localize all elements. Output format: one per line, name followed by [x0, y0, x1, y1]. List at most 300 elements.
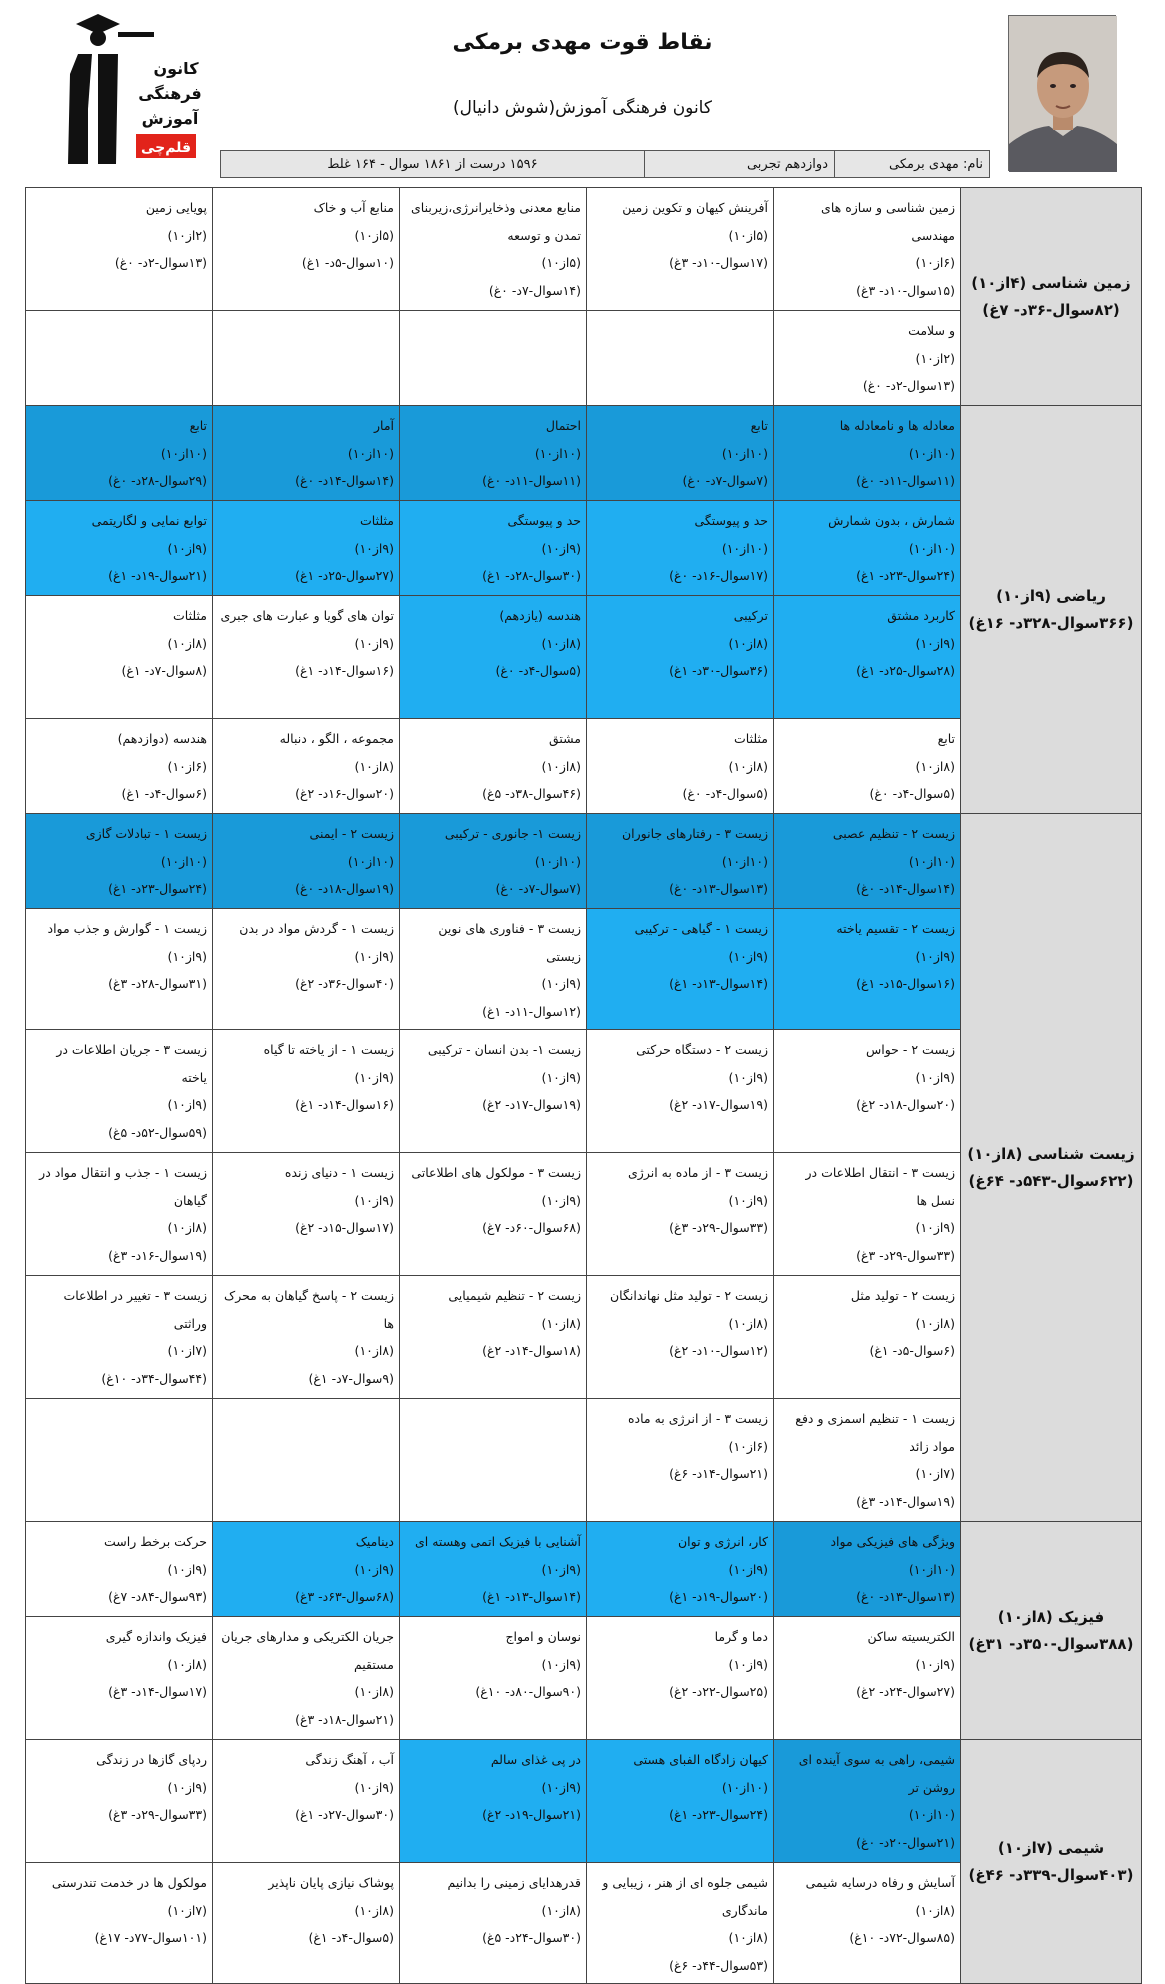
- topic-cell: [587, 1863, 774, 1984]
- topic-cell: [26, 501, 213, 596]
- topic-cell: [26, 1522, 213, 1617]
- topic-score: (۹از۱۰): [541, 1656, 581, 1672]
- topic-stats: (۵۹سوال-۵۲د- ۵غ): [108, 1124, 207, 1140]
- topic-score: (۹از۱۰): [354, 635, 394, 651]
- topic-stats: (۲۴سوال-۲۳د- ۱غ): [108, 881, 207, 896]
- topic-cell: [400, 1522, 587, 1617]
- topic-title: کیهان زادگاه الفبای هستی: [633, 1752, 768, 1767]
- topic-title: زیست ۱ - تنظیم اسمزی و دفع مواد زائد: [795, 1411, 955, 1454]
- student-name: نام: مهدی برمکی: [834, 151, 989, 177]
- topic-stats: (۵سوال-۴د- ۰غ): [495, 663, 581, 678]
- topic-title: آمار: [373, 418, 394, 433]
- topic-score: (۹از۱۰): [354, 1779, 394, 1795]
- topic-title: آفرینش کیهان و تکوین زمین: [622, 200, 768, 215]
- topic-score: (۹از۱۰): [167, 948, 207, 964]
- topic-title: حد و پیوستگی: [694, 513, 768, 528]
- topic-stats: (۸۵سوال-۷۲د- ۱۰غ): [849, 1930, 955, 1945]
- topic-cell: [26, 188, 213, 311]
- topic-cell: [587, 501, 774, 596]
- topic-score: (۲از۱۰): [167, 227, 207, 243]
- strengths-table: [25, 187, 1142, 1984]
- topic-title: توابع نمایی و لگاریتمی: [91, 513, 207, 528]
- topic-score: (۹از۱۰): [541, 976, 581, 991]
- topic-stats: (۲۵سوال-۲۲د- ۲غ): [669, 1684, 768, 1699]
- topic-title: تابع: [750, 418, 768, 433]
- topic-cell: [26, 1276, 213, 1399]
- topic-stats: (۹۰سوال-۸۰د- ۱۰غ): [475, 1684, 581, 1699]
- topic-cell: [587, 596, 774, 719]
- topic-cell: [400, 719, 587, 814]
- topic-stats: (۳۰سوال-۲۸د- ۱غ): [482, 568, 581, 583]
- topic-cell: [213, 311, 400, 406]
- topic-score: (۹از۱۰): [728, 1192, 768, 1208]
- topic-cell: [213, 406, 400, 501]
- topic-stats: (۲۰سوال-۱۶د- ۲غ): [295, 786, 394, 801]
- topic-score: (۹از۱۰): [354, 1192, 394, 1208]
- topic-score: (۱۰از۱۰): [908, 853, 955, 869]
- topic-title: ویژگی های فیزیکی مواد: [830, 1534, 955, 1549]
- topic-stats: (۱۱سوال-۱۱د- ۰غ): [856, 473, 955, 488]
- topic-stats: (۲۱سوال-۱۹د- ۲غ): [482, 1807, 581, 1822]
- topic-stats: (۳۰سوال-۲۴د- ۵غ): [482, 1930, 581, 1945]
- topic-score: (۹از۱۰): [728, 1069, 768, 1085]
- topic-score: (۹از۱۰): [728, 1656, 768, 1672]
- topic-stats: (۱۶سوال-۱۴د- ۱غ): [295, 663, 394, 678]
- topic-stats: (۶سوال-۵د- ۱غ): [869, 1343, 955, 1358]
- table-row: [26, 814, 1142, 909]
- topic-stats: (۲۸سوال-۲۵د- ۱غ): [856, 663, 955, 678]
- topic-stats: (۷سوال-۷د- ۰غ): [682, 473, 768, 488]
- topic-title: شیمی، راهی به سوی آینده ای روشن تر: [798, 1752, 955, 1795]
- topic-score: (۹از۱۰): [167, 1561, 207, 1577]
- topic-score: (۶از۱۰): [915, 255, 955, 270]
- topic-title: هندسه (دوازدهم): [117, 731, 207, 746]
- topic-cell: [26, 596, 213, 719]
- topic-score: (۹از۱۰): [354, 1069, 394, 1085]
- topic-cell: [774, 501, 961, 596]
- topic-score: (۶از۱۰): [167, 758, 207, 774]
- topic-score: (۹از۱۰): [728, 1561, 768, 1577]
- topic-cell: [400, 1399, 587, 1522]
- subject-cell: شیمی (۷از۱۰) (۴۰۳سوال-۳۳۹د- ۴۶غ): [961, 1740, 1142, 1984]
- table-row: [26, 1740, 1142, 1863]
- kanoon-logo: [58, 14, 208, 174]
- topic-stats: (۵سوال-۴د- ۰غ): [869, 786, 955, 801]
- topic-stats: (۲۱سوال-۲۰د- ۰غ): [856, 1834, 955, 1850]
- topic-cell: [587, 188, 774, 311]
- topic-cell: [587, 1030, 774, 1153]
- topic-stats: (۱۱سوال-۱۱د- ۰غ): [482, 473, 581, 488]
- subject-cell: زیست شناسی (۸از۱۰) (۶۲۲سوال-۵۴۳د- ۶۴غ): [961, 814, 1142, 1522]
- topic-stats: (۲۴سوال-۲۳د- ۱غ): [856, 568, 955, 583]
- topic-stats: (۴۰سوال-۳۶د- ۲غ): [295, 976, 394, 991]
- topic-stats: (۵سوال-۴د- ۰غ): [682, 786, 768, 801]
- topic-stats: (۳۳سوال-۲۹د- ۳غ): [669, 1220, 768, 1235]
- topic-stats: (۵سوال-۴د- ۱غ): [308, 1930, 394, 1945]
- topic-score: (۸از۱۰): [915, 758, 955, 774]
- topic-stats: (۲۷سوال-۲۴د- ۲غ): [856, 1684, 955, 1699]
- topic-stats: (۱۴سوال-۱۴د- ۰غ): [295, 473, 394, 488]
- topic-title: زیست ۳ - جریان اطلاعات در یاخته: [56, 1042, 207, 1085]
- topic-score: (۹از۱۰): [915, 1069, 955, 1085]
- topic-score: (۲از۱۰): [915, 350, 955, 366]
- topic-score: (۹از۱۰): [354, 948, 394, 964]
- topic-cell: [26, 311, 213, 406]
- topic-stats: (۱۹سوال-۱۷د- ۲غ): [669, 1097, 768, 1112]
- topic-score: (۱۰از۱۰): [908, 540, 955, 556]
- topic-title: زیست ۳ - از ماده به انرژی: [628, 1165, 768, 1180]
- topic-cell: [774, 1276, 961, 1399]
- topic-stats: (۱۳سوال-۱۳د- ۰غ): [669, 881, 768, 896]
- topic-score: (۶از۱۰): [728, 1438, 768, 1454]
- topic-stats: (۱۶سوال-۱۴د- ۱غ): [295, 1097, 394, 1112]
- topic-cell: [213, 1030, 400, 1153]
- topic-cell: [400, 501, 587, 596]
- topic-score: (۸از۱۰): [728, 758, 768, 774]
- topic-score: (۹از۱۰): [541, 1561, 581, 1577]
- topic-score: (۸از۱۰): [541, 635, 581, 651]
- topic-cell: [400, 1617, 587, 1740]
- topic-cell: [774, 406, 961, 501]
- topic-score: (۱۰از۱۰): [160, 853, 207, 869]
- topic-cell: [400, 406, 587, 501]
- topic-title: زیست ۲ - حواس: [865, 1042, 955, 1057]
- topic-title: زیست ۳ - رفتارهای جانوران: [621, 826, 768, 841]
- topic-cell: [774, 1740, 961, 1863]
- table-row: [26, 1522, 1142, 1617]
- topic-title: الکتریسیته ساکن: [867, 1629, 955, 1644]
- topic-score: (۱۰از۱۰): [534, 853, 581, 869]
- topic-score: (۸از۱۰): [354, 1684, 394, 1699]
- topic-title: مشتق: [548, 731, 581, 746]
- topic-stats: (۱۴سوال-۱۳د- ۱غ): [669, 976, 768, 991]
- topic-cell: [587, 1153, 774, 1276]
- topic-title: منابع معدنی وذخایرانرژی،زیربنای تمدن و توسعه: [410, 200, 581, 243]
- topic-stats: (۲۱سوال-۱۹د- ۱غ): [108, 568, 207, 583]
- topic-score: (۸از۱۰): [167, 635, 207, 651]
- subject-cell: ریاضی (۹از۱۰) (۳۶۶سوال-۳۲۸د- ۱۶غ): [961, 406, 1142, 814]
- topic-cell: [213, 596, 400, 719]
- topic-cell: [587, 1740, 774, 1863]
- topic-stats: (۳۰سوال-۲۷د- ۱غ): [295, 1807, 394, 1822]
- topic-stats: (۲۷سوال-۲۵د- ۱غ): [295, 568, 394, 583]
- topic-title: آسایش و رفاه درسایه شیمی: [805, 1875, 955, 1890]
- topic-cell: [587, 311, 774, 406]
- topic-cell: [774, 1399, 961, 1522]
- topic-title: مولکول ها در خدمت تندرستی: [51, 1875, 207, 1890]
- topic-stats: (۳۶سوال-۳۰د- ۱غ): [669, 663, 768, 678]
- topic-cell: [774, 188, 961, 311]
- topic-score: (۹از۱۰): [915, 1220, 955, 1235]
- topic-stats: (۲۱سوال-۱۸د- ۳غ): [295, 1711, 394, 1727]
- student-photo: [1008, 15, 1116, 171]
- topic-score: (۹از۱۰): [541, 1069, 581, 1085]
- topic-title: زیست ۳ - مولکول های اطلاعاتی: [411, 1165, 581, 1180]
- topic-cell: [400, 814, 587, 909]
- topic-cell: [26, 909, 213, 1030]
- topic-score: (۸از۱۰): [541, 758, 581, 774]
- topic-score: (۸از۱۰): [541, 1902, 581, 1918]
- topic-stats: (۶۸سوال-۶۰د- ۷غ): [482, 1220, 581, 1235]
- topic-title: نوسان و امواج: [505, 1629, 581, 1644]
- topic-stats: (۹سوال-۷د- ۱غ): [308, 1370, 394, 1386]
- topic-title: زیست ۳ - انتقال اطلاعات در نسل ها: [805, 1165, 955, 1208]
- topic-title: زیست ۱ - گوارش و جذب مواد: [47, 921, 207, 936]
- topic-stats: (۱۵سوال-۱۰د- ۳غ): [856, 282, 955, 298]
- topic-title: زیست ۲ - تنظیم عصبی: [832, 826, 955, 841]
- topic-stats: (۱۰سوال-۵د- ۱غ): [301, 255, 394, 270]
- topic-score: (۸از۱۰): [354, 1343, 394, 1358]
- topic-title: زیست ۱- بدن انسان - ترکیبی: [427, 1042, 581, 1057]
- topic-stats: (۱۷سوال-۱۵د- ۲غ): [295, 1220, 394, 1235]
- topic-stats: (۷سوال-۷د- ۰غ): [495, 881, 581, 896]
- topic-score: (۸از۱۰): [728, 1930, 768, 1945]
- topic-title: زیست ۲ - پاسخ گیاهان به محرک ها: [224, 1288, 394, 1331]
- topic-cell: [213, 719, 400, 814]
- topic-score: (۹از۱۰): [167, 1097, 207, 1112]
- overall-stats: ۱۵۹۶ درست از ۱۸۶۱ سوال - ۱۶۴ غلط: [327, 156, 538, 172]
- topic-cell: [26, 1617, 213, 1740]
- topic-stats: (۶سوال-۴د- ۱غ): [121, 786, 207, 801]
- topic-cell: [774, 909, 961, 1030]
- topic-title: زیست ۱ - دنیای زنده: [284, 1165, 394, 1180]
- topic-score: (۱۰از۱۰): [908, 1561, 955, 1577]
- topic-cell: [213, 501, 400, 596]
- topic-title: ترکیبی: [733, 608, 768, 623]
- topic-cell: [400, 1863, 587, 1984]
- topic-stats: (۲۰سوال-۱۹د- ۱غ): [669, 1589, 768, 1604]
- topic-cell: [587, 406, 774, 501]
- topic-title: زیست ۱ - گردش مواد در بدن: [239, 921, 394, 936]
- topic-cell: [213, 909, 400, 1030]
- topic-cell: [26, 1863, 213, 1984]
- topic-cell: [400, 909, 587, 1030]
- topic-cell: [26, 1740, 213, 1863]
- topic-cell: [587, 719, 774, 814]
- topic-score: (۸از۱۰): [354, 1902, 394, 1918]
- topic-stats: (۱۹سوال-۱۴د- ۳غ): [856, 1493, 955, 1509]
- topic-cell: [400, 1740, 587, 1863]
- topic-title: پوشاک نیازی پایان ناپذیر: [268, 1875, 394, 1890]
- topic-stats: (۱۲سوال-۱۱د- ۱غ): [482, 1003, 581, 1019]
- topic-score: (۱۰از۱۰): [721, 540, 768, 556]
- topic-title: تابع: [937, 731, 955, 746]
- topic-score: (۱۰از۱۰): [908, 1807, 955, 1822]
- topic-cell: [26, 1399, 213, 1522]
- topic-stats: (۱۴سوال-۱۴د- ۰غ): [856, 881, 955, 896]
- topic-stats: (۲۱سوال-۱۴د- ۶غ): [669, 1466, 768, 1481]
- topic-score: (۱۰از۱۰): [721, 445, 768, 461]
- topic-stats: (۱۳سوال-۱۳د- ۰غ): [856, 1589, 955, 1604]
- topic-score: (۹از۱۰): [728, 948, 768, 964]
- topic-score: (۹از۱۰): [167, 540, 207, 556]
- topic-cell: [213, 814, 400, 909]
- topic-title: زیست ۲ - تولید مثل: [850, 1288, 955, 1303]
- topic-score: (۹از۱۰): [541, 1192, 581, 1208]
- topic-stats: (۲۰سوال-۱۸د- ۲غ): [856, 1097, 955, 1112]
- topic-stats: (۱۹سوال-۱۸د- ۰غ): [295, 881, 394, 896]
- subject-cell: زمین شناسی (۴از۱۰) (۸۲سوال-۳۶د- ۷غ): [961, 188, 1142, 406]
- topic-score: (۸از۱۰): [915, 1315, 955, 1331]
- logo-text-3: آموزش: [141, 109, 199, 128]
- topic-score: (۱۰از۱۰): [721, 1779, 768, 1795]
- topic-cell: [26, 814, 213, 909]
- topic-score: (۵از۱۰): [728, 227, 768, 243]
- topic-cell: [400, 188, 587, 311]
- topic-title: کار، انرژی و توان: [677, 1534, 768, 1549]
- table-row: [26, 188, 1142, 311]
- topic-cell: [587, 909, 774, 1030]
- topic-cell: [26, 1030, 213, 1153]
- topic-title: زیست ۲ - تقسیم یاخته: [836, 921, 955, 936]
- topic-cell: [213, 1522, 400, 1617]
- topic-title: زیست ۳ - تغییر در اطلاعات وراثتی: [63, 1288, 207, 1331]
- topic-score: (۹از۱۰): [354, 540, 394, 556]
- report-title: نقاط قوت مهدی برمکی: [452, 30, 713, 55]
- topic-score: (۵از۱۰): [541, 255, 581, 270]
- topic-title: احتمال: [545, 418, 581, 433]
- topic-title: زیست ۱ - گیاهی - ترکیبی: [634, 921, 768, 936]
- topic-title: در پی غذای سالم: [490, 1752, 581, 1767]
- topic-cell: [774, 1030, 961, 1153]
- report-subtitle: کانون فرهنگی آموزش(شوش دانیال): [453, 98, 712, 118]
- subject-cell: فیزیک (۸از۱۰) (۳۸۸سوال-۳۵۰د- ۳۱غ): [961, 1522, 1142, 1740]
- topic-stats: (۱۷سوال-۱۶د- ۰غ): [669, 568, 768, 583]
- topic-score: (۸از۱۰): [915, 1902, 955, 1918]
- topic-cell: [213, 1863, 400, 1984]
- topic-stats: (۱۲سوال-۱۰د- ۲غ): [669, 1343, 768, 1358]
- topic-title: حرکت برخط راست: [103, 1534, 207, 1549]
- topic-stats: (۱۷سوال-۱۴د- ۳غ): [108, 1684, 207, 1699]
- topic-title: کاربرد مشتق: [887, 608, 955, 623]
- topic-score: (۹از۱۰): [354, 1561, 394, 1577]
- topic-score: (۸از۱۰): [728, 635, 768, 651]
- topic-score: (۵از۱۰): [354, 227, 394, 243]
- topic-score: (۷از۱۰): [167, 1343, 207, 1358]
- topic-cell: [213, 1740, 400, 1863]
- topic-title: حد و پیوستگی: [507, 513, 581, 528]
- topic-score: (۹از۱۰): [915, 1656, 955, 1672]
- topic-title: منابع آب و خاک: [313, 200, 394, 215]
- student-grade: دوازدهم تجربی: [644, 151, 834, 177]
- topic-score: (۱۰از۱۰): [347, 445, 394, 461]
- topic-cell: [587, 1617, 774, 1740]
- topic-title: زیست ۳ - فناوری های نوین زیستی: [438, 921, 581, 964]
- topic-stats: (۱۹سوال-۱۷د- ۲غ): [482, 1097, 581, 1112]
- logo-text-2: فرهنگی: [138, 84, 202, 103]
- topic-stats: (۱۳سوال-۲د- ۰غ): [862, 378, 955, 393]
- topic-cell: [26, 719, 213, 814]
- topic-stats: (۱۰۱سوال-۷۷د- ۱۷غ): [94, 1930, 207, 1945]
- topic-title: ردپای گازها در زندگی: [96, 1752, 207, 1767]
- logo-text-4: قلم‌چی: [140, 140, 192, 156]
- topic-score: (۱۰از۱۰): [721, 853, 768, 869]
- topic-cell: [774, 1522, 961, 1617]
- topic-title: جریان الکتریکی و مدارهای جریان مستقیم: [221, 1629, 394, 1672]
- topic-stats: (۸سوال-۷د- ۱غ): [121, 663, 207, 678]
- topic-title: مجموعه ، الگو ، دنباله: [279, 731, 394, 746]
- topic-cell: [400, 1276, 587, 1399]
- topic-title: مثلثات: [360, 513, 394, 528]
- topic-cell: [774, 1153, 961, 1276]
- topic-cell: [774, 1863, 961, 1984]
- topic-cell: [213, 1153, 400, 1276]
- topic-title: و سلامت: [908, 323, 955, 338]
- topic-title: زیست ۱- جانوری - ترکیبی: [444, 826, 581, 841]
- topic-cell: [213, 1276, 400, 1399]
- topic-title: مثلثات: [173, 608, 207, 623]
- topic-stats: (۲۹سوال-۲۸د- ۰غ): [108, 473, 207, 488]
- topic-stats: (۴۴سوال-۳۴د- ۱۰غ): [101, 1370, 207, 1386]
- topic-stats: (۳۱سوال-۲۸د- ۳غ): [108, 976, 207, 991]
- topic-cell: [774, 311, 961, 406]
- topic-cell: [587, 1522, 774, 1617]
- topic-cell: [774, 719, 961, 814]
- topic-cell: [400, 1153, 587, 1276]
- topic-cell: [213, 1399, 400, 1522]
- topic-cell: [400, 311, 587, 406]
- topic-title: آشنایی با فیزیک اتمی وهسته ای: [415, 1534, 581, 1549]
- topic-cell: [26, 406, 213, 501]
- topic-score: (۹از۱۰): [541, 540, 581, 556]
- topic-title: زیست ۲ - تنظیم شیمیایی: [448, 1288, 581, 1303]
- topic-score: (۷از۱۰): [915, 1466, 955, 1481]
- topic-cell: [774, 596, 961, 719]
- topic-stats: (۱۴سوال-۷د- ۰غ): [488, 282, 581, 298]
- topic-title: زمین شناسی و سازه های مهندسی: [821, 200, 955, 243]
- topic-cell: [213, 1617, 400, 1740]
- topic-title: مثلثات: [734, 731, 768, 746]
- topic-title: زیست ۱ - جذب و انتقال مواد در گیاهان: [39, 1165, 207, 1208]
- topic-stats: (۱۹سوال-۱۶د- ۳غ): [108, 1247, 207, 1263]
- topic-score: (۸از۱۰): [167, 1220, 207, 1235]
- topic-stats: (۶۸سوال-۶۳د- ۳غ): [295, 1589, 394, 1604]
- topic-title: دینامیک: [355, 1534, 394, 1549]
- topic-score: (۸از۱۰): [728, 1315, 768, 1331]
- topic-title: قدرهدایای زمینی را بدانیم: [447, 1875, 581, 1890]
- topic-cell: [400, 596, 587, 719]
- topic-stats: (۹۳سوال-۸۴د- ۷غ): [108, 1589, 207, 1604]
- topic-stats: (۳۳سوال-۲۹د- ۳غ): [856, 1247, 955, 1263]
- topic-stats: (۱۴سوال-۱۳د- ۱غ): [482, 1589, 581, 1604]
- topic-title: آب ، آهنگ زندگی: [305, 1752, 394, 1767]
- topic-cell: [774, 1617, 961, 1740]
- topic-stats: (۱۶سوال-۱۵د- ۱غ): [856, 976, 955, 991]
- topic-cell: [774, 814, 961, 909]
- topic-score: (۹از۱۰): [915, 948, 955, 964]
- topic-score: (۱۰از۱۰): [347, 853, 394, 869]
- topic-title: شیمی جلوه ای از هنر ، زیبایی و ماندگاری: [602, 1875, 768, 1918]
- topic-stats: (۱۷سوال-۱۰د- ۳غ): [669, 255, 768, 270]
- topic-title: هندسه (یازدهم): [499, 608, 581, 623]
- topic-title: دما و گرما: [714, 1629, 768, 1644]
- topic-cell: [587, 814, 774, 909]
- topic-title: زیست ۲ - دستگاه حرکتی: [636, 1042, 768, 1057]
- table-row: [26, 406, 1142, 501]
- topic-stats: (۳۳سوال-۲۹د- ۳غ): [108, 1807, 207, 1822]
- topic-title: تابع: [189, 418, 207, 433]
- topic-cell: [213, 188, 400, 311]
- topic-score: (۱۰از۱۰): [534, 445, 581, 461]
- topic-title: پویایی زمین: [145, 200, 207, 215]
- topic-stats: (۱۳سوال-۲د- ۰غ): [114, 255, 207, 270]
- topic-title: شمارش ، بدون شمارش: [828, 513, 955, 528]
- topic-score: (۸از۱۰): [541, 1315, 581, 1331]
- student-info-bar: [220, 150, 990, 178]
- topic-cell: [587, 1399, 774, 1522]
- topic-stats: (۲۴سوال-۲۳د- ۱غ): [669, 1807, 768, 1822]
- topic-score: (۹از۱۰): [541, 1779, 581, 1795]
